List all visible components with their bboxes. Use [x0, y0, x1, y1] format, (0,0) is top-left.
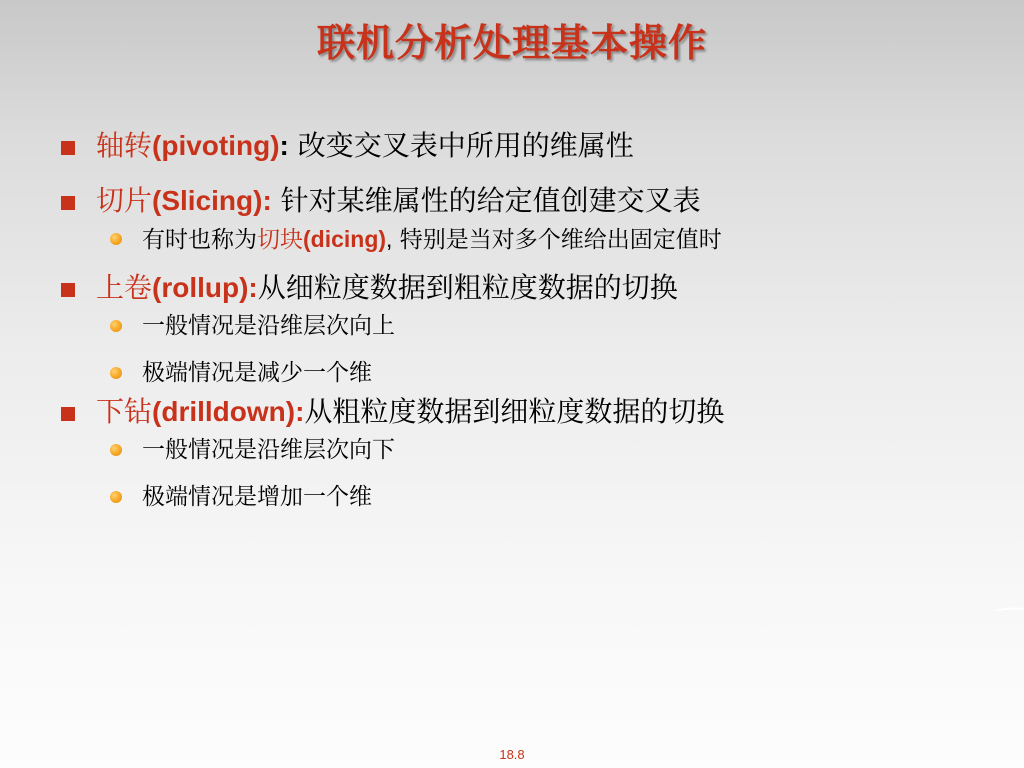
square-bullet-icon: [61, 407, 75, 421]
term-cn: 切块: [257, 227, 303, 253]
list-item-slicing: [58, 184, 998, 217]
term-cn: 下钻: [96, 395, 153, 428]
square-bullet-icon: [61, 196, 75, 210]
term-cn: 切片: [96, 184, 153, 217]
sub-item-rollup-general: [58, 314, 998, 338]
bullet-list: [58, 129, 998, 510]
sub-item-suffix: 特别是当对多个维给出固定值时: [392, 227, 722, 253]
term-separator: :: [279, 130, 289, 161]
list-item-pivoting: [58, 129, 998, 162]
sub-item-drilldown-general: [58, 438, 998, 462]
dot-bullet-icon: [110, 444, 122, 456]
sub-item-text: 一般情况是沿维层次向上: [142, 313, 395, 339]
decorative-swoosh: [994, 606, 1024, 614]
sub-item-text: 极端情况是减少一个维: [142, 360, 372, 386]
page-number: 18.8: [499, 747, 525, 762]
sub-item-prefix: 有时也称为: [142, 227, 257, 253]
term-latin: (Slicing):: [152, 185, 272, 216]
item-description: 从粗粒度数据到细粒度数据的切换: [304, 395, 725, 428]
dot-bullet-icon: [110, 367, 122, 379]
term-cn: 上卷: [96, 271, 153, 304]
list-item-rollup: [58, 271, 998, 304]
term-cn: 轴转: [96, 129, 153, 162]
sub-item-drilldown-extreme: [58, 485, 998, 509]
dot-bullet-icon: [110, 491, 122, 503]
sub-item-dicing: [58, 227, 998, 251]
sub-item-rollup-extreme: [58, 361, 998, 385]
dot-bullet-icon: [110, 320, 122, 332]
term-separator: ,: [386, 226, 393, 252]
square-bullet-icon: [61, 141, 75, 155]
sub-item-text: 极端情况是增加一个维: [142, 484, 372, 510]
list-item-drilldown: [58, 395, 998, 428]
slide-title: 联机分析处理基本操作: [316, 21, 707, 65]
item-description: 针对某维属性的给定值创建交叉表: [271, 184, 701, 217]
dot-bullet-icon: [110, 233, 122, 245]
sub-item-text: 一般情况是沿维层次向下: [142, 437, 395, 463]
term-latin: (drilldown):: [152, 396, 305, 427]
term-latin: (pivoting): [152, 130, 280, 161]
term-latin: (dicing): [303, 226, 387, 252]
item-description: 改变交叉表中所用的维属性: [288, 129, 634, 162]
square-bullet-icon: [61, 283, 75, 297]
item-description: 从细粒度数据到粗粒度数据的切换: [257, 271, 678, 304]
term-latin: (rollup):: [152, 272, 258, 303]
